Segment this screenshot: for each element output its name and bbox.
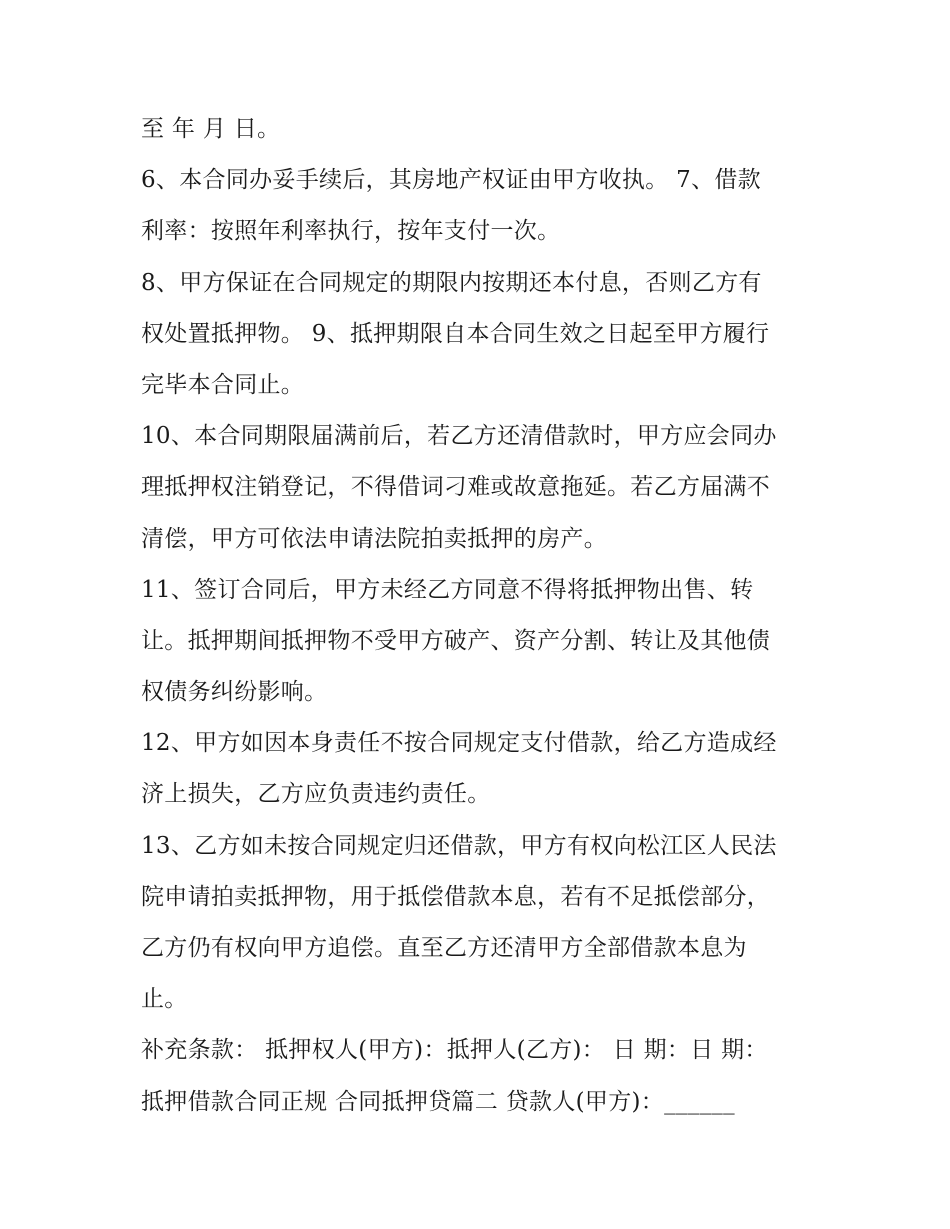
text-line: 11、签订合同后，甲方未经乙方同意不得将抵押物出售、转 [141,576,754,603]
text-line: 清偿，甲方可依法申请法院拍卖抵押的房产。 [141,525,607,552]
text-line: 利率：按照年利率执行，按年支付一次。 [141,218,561,245]
document-page [141,104,821,1128]
text-line: 止。 [141,986,188,1013]
text-line: 院申请拍卖抵押物，用于抵偿借款本息，若有不足抵偿部分， [141,883,771,910]
text-line: 13、乙方如未按合同规定归还借款，甲方有权向松江区人民法 [141,832,777,859]
text-line: 权债务纠纷影响。 [141,679,328,706]
text-line: 至 年 月 日。 [141,116,281,142]
text-line: 8、甲方保证在合同规定的期限内按期还本付息，否则乙方有 [141,269,762,296]
text-line: 乙方仍有权向甲方追偿。直至乙方还清甲方全部借款本息为 [141,935,747,961]
text-line: 10、本合同期限届满前后，若乙方还清借款时，甲方应会同办 [141,423,777,450]
text-line: 理抵押权注销登记，不得借词刁难或故意拖延。若乙方届满不 [141,474,771,501]
text-line: 补充条款： 抵押权人(甲方)：抵押人(乙方)： 日 期：日 期： [141,1037,768,1064]
text-line: 济上损失，乙方应负责违约责任。 [141,781,491,808]
text-line: 完毕本合同止。 [141,371,305,398]
text-line: 6、本合同办妥手续后，其房地产权证由甲方收执。 7、借款 [141,167,761,194]
text-line: 权处置抵押物。 9、抵押期限自本合同生效之日起至甲方履行 [141,320,770,347]
text-line: 12、甲方如因本身责任不按合同规定支付借款，给乙方造成经 [141,730,777,757]
text-line: 让。抵押期间抵押物不受甲方破产、资产分割、转让及其他债 [141,627,771,654]
text-line: 抵押借款合同正规 合同抵押贷篇二 贷款人(甲方)：______ [141,1088,735,1115]
